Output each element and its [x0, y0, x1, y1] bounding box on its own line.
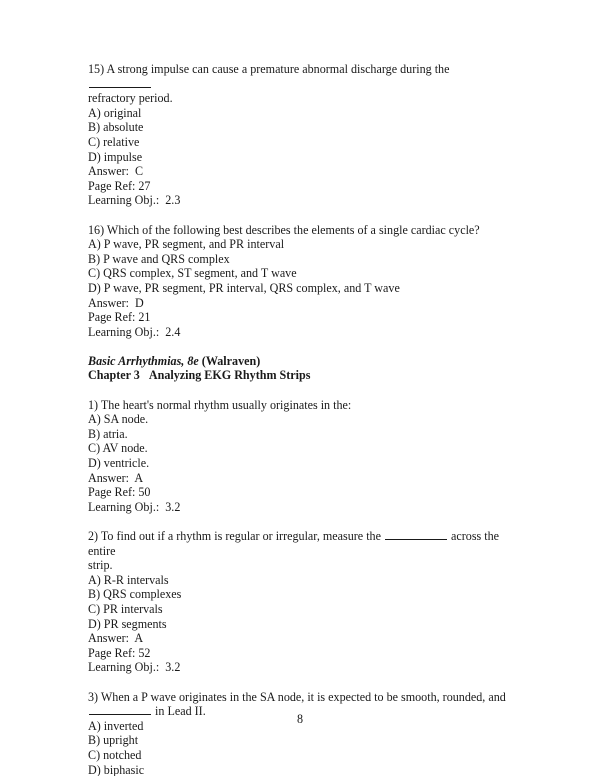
choice-c: C) PR intervals — [88, 601, 163, 616]
choice-a: A) inverted — [88, 718, 144, 733]
learning-obj-line: Learning Obj.: 2.4 — [88, 324, 181, 339]
question-block — [88, 223, 508, 340]
fill-in-blank — [89, 78, 151, 88]
choice-b: B) P wave and QRS complex — [88, 251, 230, 266]
question-stem: 3) When a P wave originates in the SA node, it is expected to be smooth, rounded, and — [88, 689, 506, 704]
chapter-title: Analyzing EKG Rhythm Strips — [148, 368, 311, 383]
question-stem-text-tail: in Lead II. — [152, 704, 206, 719]
page-ref-line: Page Ref: 52 — [88, 645, 151, 660]
choice-c: C) QRS complex, ST segment, and T wave — [88, 266, 297, 281]
choice-b: B) QRS complexes — [88, 587, 182, 602]
answer-line: Answer: D — [88, 295, 144, 310]
choice-d: D) P wave, PR segment, PR interval, QRS complex, and T wave — [88, 280, 400, 295]
page-number: 8 — [296, 712, 304, 726]
question-stem-continuation: strip. — [88, 558, 113, 573]
choice-d: D) biphasic — [88, 762, 145, 776]
chapter-title-line — [88, 368, 508, 383]
question-block — [88, 529, 508, 675]
choice-d: D) ventricle. — [88, 456, 150, 471]
question-stem — [88, 529, 508, 558]
question-stem-continuation: refractory period. — [88, 91, 173, 106]
chapter-heading — [88, 354, 508, 383]
choice-c: C) notched — [88, 747, 142, 762]
page-ref-line: Page Ref: 50 — [88, 485, 151, 500]
chapter-label: Chapter 3 — [88, 368, 140, 383]
fill-in-blank — [385, 530, 447, 540]
choice-a: A) SA node. — [88, 412, 149, 427]
question-stem: 1) The heart's normal rhythm usually originates in the: — [88, 397, 352, 412]
page-ref-line: Page Ref: 27 — [88, 178, 151, 193]
page-ref-line: Page Ref: 21 — [88, 310, 151, 325]
question-block — [88, 398, 508, 515]
question-stem-text: 15) A strong impulse can cause a premature abnormal discharge during the — [88, 62, 453, 76]
question-stem-text: 2) To find out if a rhythm is regular or irregular, measure the — [88, 529, 384, 543]
answer-line: Answer: A — [88, 631, 144, 646]
choice-b: B) absolute — [88, 120, 144, 135]
choice-a: A) R-R intervals — [88, 572, 169, 587]
answer-line: Answer: C — [88, 164, 144, 179]
choice-b: B) atria. — [88, 426, 128, 441]
choice-c: C) AV node. — [88, 441, 148, 456]
question-block — [88, 62, 508, 208]
page-content — [88, 62, 508, 776]
learning-obj-line: Learning Obj.: 2.3 — [88, 193, 181, 208]
learning-obj-line: Learning Obj.: 3.2 — [88, 660, 181, 675]
choice-d: D) impulse — [88, 149, 143, 164]
book-title: Basic Arrhythmias, 8e — [88, 353, 199, 368]
choice-c: C) relative — [88, 134, 140, 149]
choice-b: B) upright — [88, 733, 139, 748]
question-stem-text-tail: across the entire — [88, 529, 503, 558]
choice-a: A) P wave, PR segment, and PR interval — [88, 237, 285, 252]
question-stem: 16) Which of the following best describes the elements of a single cardiac cycle? — [88, 222, 480, 237]
book-author: (Walraven) — [198, 353, 261, 368]
choice-a: A) original — [88, 105, 142, 120]
book-title-line — [88, 354, 508, 369]
choice-d: D) PR segments — [88, 616, 167, 631]
answer-line: Answer: A — [88, 470, 144, 485]
question-block — [88, 690, 508, 776]
question-stem — [88, 62, 508, 91]
learning-obj-line: Learning Obj.: 3.2 — [88, 499, 181, 514]
